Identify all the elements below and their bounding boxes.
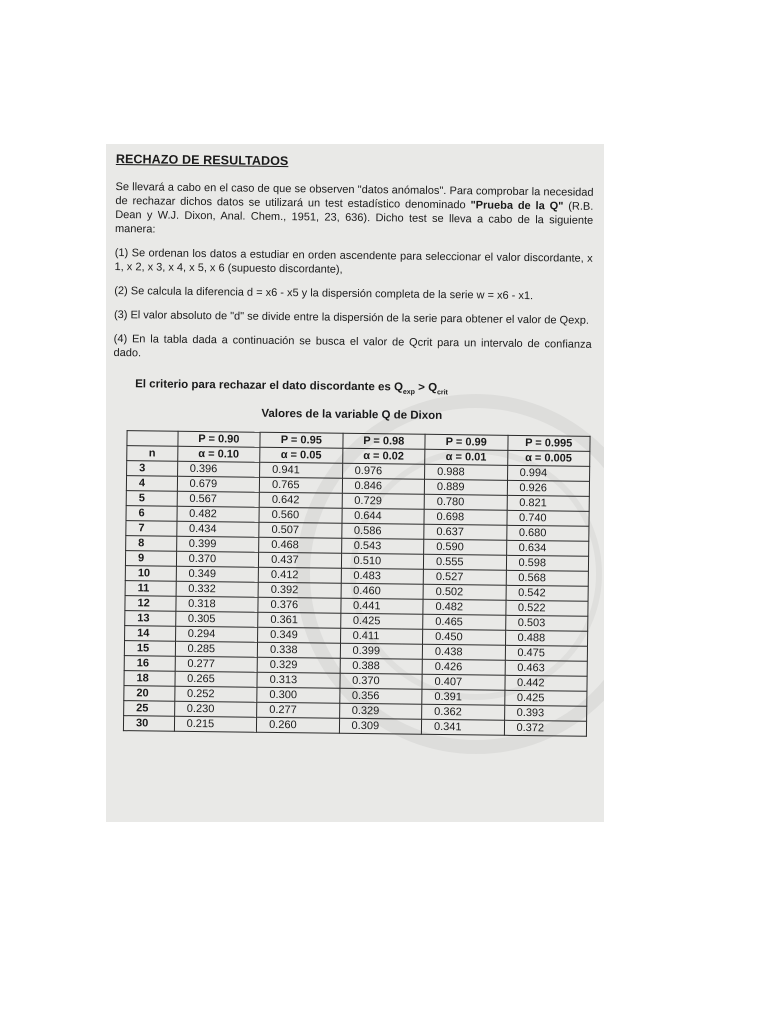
q-value-cell: 0.522 (505, 601, 588, 617)
table-body (123, 461, 589, 737)
q-value-cell: 0.679 (177, 477, 260, 493)
q-value-cell: 0.463 (505, 661, 588, 677)
q-value-cell: 0.341 (421, 720, 504, 736)
q-value-cell: 0.889 (424, 480, 507, 496)
p-header: P = 0.95 (260, 433, 343, 449)
n-cell: 5 (126, 491, 177, 507)
q-value-cell: 0.437 (259, 553, 342, 569)
q-value-cell: 0.567 (177, 492, 260, 508)
q-value-cell: 0.396 (177, 462, 260, 478)
q-value-cell: 0.370 (340, 674, 423, 690)
q-value-cell: 0.765 (259, 478, 342, 494)
q-value-cell: 0.642 (259, 493, 342, 509)
dixon-q-table (123, 430, 591, 737)
p-header: P = 0.99 (425, 435, 508, 451)
n-cell: 8 (126, 536, 177, 552)
q-value-cell: 0.846 (342, 479, 425, 495)
q-value-cell: 0.426 (422, 660, 505, 676)
q-value-cell: 0.976 (342, 464, 425, 480)
n-cell: 16 (124, 656, 175, 672)
q-value-cell: 0.644 (342, 509, 425, 525)
empty-header-cell (127, 431, 178, 447)
n-cell: 13 (125, 611, 176, 627)
q-value-cell: 0.729 (342, 494, 425, 510)
q-value-cell: 0.277 (257, 703, 340, 719)
p-header: P = 0.90 (178, 432, 261, 448)
alpha-header: α = 0.005 (507, 451, 590, 467)
q-value-cell: 0.285 (175, 642, 258, 658)
q-value-cell: 0.482 (423, 600, 506, 616)
q-value-cell: 0.376 (258, 598, 341, 614)
n-cell: 9 (125, 551, 176, 567)
table-title: Valores de la variable Q de Dixon (261, 408, 443, 423)
q-value-cell: 0.510 (341, 554, 424, 570)
q-value-cell: 0.634 (506, 541, 589, 557)
n-cell: 15 (124, 641, 175, 657)
q-value-cell: 0.780 (424, 495, 507, 511)
q-value-cell: 0.260 (257, 718, 340, 734)
q-value-cell: 0.543 (341, 539, 424, 555)
q-value-cell: 0.309 (339, 719, 422, 735)
n-cell: 10 (125, 566, 176, 582)
step-3: (3) El valor absoluto de "d" se divide entre la dispersión de la serie para obtener el valor de Qexp. (113, 308, 590, 327)
q-value-cell: 0.468 (259, 538, 342, 554)
q-value-cell: 0.318 (176, 597, 259, 613)
n-cell: 18 (124, 671, 175, 687)
q-value-cell: 0.230 (174, 702, 257, 718)
n-cell: 14 (125, 626, 176, 642)
q-value-cell: 0.590 (424, 540, 507, 556)
q-value-cell: 0.411 (340, 629, 423, 645)
q-value-cell: 0.305 (175, 612, 258, 628)
n-cell: 6 (126, 506, 177, 522)
q-value-cell: 0.988 (425, 465, 508, 481)
q-value-cell: 0.475 (505, 646, 588, 662)
alpha-header: α = 0.02 (342, 449, 425, 465)
n-cell: 4 (126, 476, 177, 492)
q-value-cell: 0.215 (174, 717, 257, 733)
q-value-cell: 0.503 (505, 616, 588, 632)
q-value-cell: 0.370 (176, 552, 259, 568)
step-2: (2) Se calcula la diferencia d = x6 - x5 y la dispersión completa de la serie w = x6 - x1. (114, 284, 534, 303)
page-content (109, 152, 594, 737)
q-value-cell: 0.450 (423, 630, 506, 646)
n-cell: 30 (123, 716, 174, 732)
q-value-cell: 0.438 (422, 645, 505, 661)
q-value-cell: 0.265 (175, 672, 258, 688)
q-value-cell: 0.442 (504, 676, 587, 692)
q-value-cell: 0.332 (176, 582, 259, 598)
q-value-cell: 0.356 (339, 689, 422, 705)
step-4: (4) En la tabla dada a continuación se busca el valor de Qcrit para un intervalo de confianza dado. (113, 332, 592, 360)
q-value-cell: 0.252 (174, 687, 257, 703)
q-value-cell: 0.821 (507, 496, 590, 512)
n-cell: 3 (127, 461, 178, 477)
q-value-cell: 0.399 (176, 537, 259, 553)
q-value-cell: 0.941 (260, 463, 343, 479)
q-value-cell: 0.329 (257, 658, 340, 674)
q-value-cell: 0.407 (422, 675, 505, 691)
q-value-cell: 0.740 (506, 511, 589, 527)
q-value-cell: 0.637 (424, 525, 507, 541)
q-value-cell: 0.329 (339, 704, 422, 720)
q-value-cell: 0.277 (175, 657, 258, 673)
q-value-cell: 0.338 (257, 643, 340, 659)
q-value-cell: 0.392 (258, 583, 341, 599)
p-header: P = 0.98 (342, 434, 425, 450)
q-value-cell: 0.391 (422, 690, 505, 706)
q-value-cell: 0.483 (341, 569, 424, 585)
q-value-cell: 0.349 (176, 567, 259, 583)
q-value-cell: 0.361 (258, 613, 341, 629)
alpha-header: α = 0.05 (260, 448, 343, 464)
alpha-header: α = 0.01 (425, 450, 508, 466)
q-value-cell: 0.300 (257, 688, 340, 704)
q-value-cell: 0.412 (258, 568, 341, 584)
n-cell: 12 (125, 596, 176, 612)
q-value-cell: 0.527 (423, 570, 506, 586)
q-value-cell: 0.294 (175, 627, 258, 643)
q-value-cell: 0.598 (506, 556, 589, 572)
n-cell: 25 (124, 701, 175, 717)
q-value-cell: 0.399 (340, 644, 423, 660)
q-value-cell: 0.393 (504, 706, 587, 722)
q-value-cell: 0.555 (423, 555, 506, 571)
q-value-cell: 0.465 (423, 615, 506, 631)
q-value-cell: 0.994 (507, 466, 590, 482)
q-value-cell: 0.586 (341, 524, 424, 540)
q-value-cell: 0.560 (259, 508, 342, 524)
q-value-cell: 0.488 (505, 631, 588, 647)
q-value-cell: 0.502 (423, 585, 506, 601)
section-title: RECHAZO DE RESULTADOS (115, 152, 289, 169)
q-value-cell: 0.388 (340, 659, 423, 675)
q-value-cell: 0.568 (506, 571, 589, 587)
step-1: (1) Se ordenan los datos a estudiar en orden ascendente para seleccionar el valor discordante, x 1, x 2, x 3, x 4, x 5, x 6 (supuesto discordante), (114, 246, 593, 276)
q-value-cell: 0.425 (340, 614, 423, 630)
q-value-cell: 0.507 (259, 523, 342, 539)
q-value-cell: 0.362 (422, 705, 505, 721)
q-value-cell: 0.680 (506, 526, 589, 542)
q-value-cell: 0.349 (258, 628, 341, 644)
n-cell: 11 (125, 581, 176, 597)
n-cell: 7 (126, 521, 177, 537)
q-value-cell: 0.425 (504, 691, 587, 707)
q-value-cell: 0.926 (507, 481, 590, 497)
p-header: P = 0.995 (507, 436, 590, 452)
alpha-header: α = 0.10 (177, 447, 260, 463)
q-value-cell: 0.441 (340, 599, 423, 615)
scanned-page (106, 144, 604, 822)
intro-paragraph: Se llevará a cabo en el caso de que se observen "datos anómalos". Para comprobar la necesidad de rechazar dichos datos se utilizará un test estadístico denominado "Prueba de la Q" (R.B. Dean y W.J. Dixon, Anal. Chem., 1951, 23, 636). Dicho test se lleva a cabo de la siguiente manera: (114, 180, 594, 236)
q-value-cell: 0.482 (177, 507, 260, 523)
q-value-cell: 0.313 (257, 673, 340, 689)
q-value-cell: 0.434 (176, 522, 259, 538)
q-value-cell: 0.372 (504, 721, 587, 737)
q-value-cell: 0.460 (341, 584, 424, 600)
n-cell: 20 (124, 686, 175, 702)
n-header: n (127, 446, 178, 462)
q-value-cell: 0.542 (506, 586, 589, 602)
q-value-cell: 0.698 (424, 510, 507, 526)
rejection-criterion: El criterio para rechazar el dato discordante es $Q_{exp} > Q_{crit}$ (135, 378, 448, 397)
